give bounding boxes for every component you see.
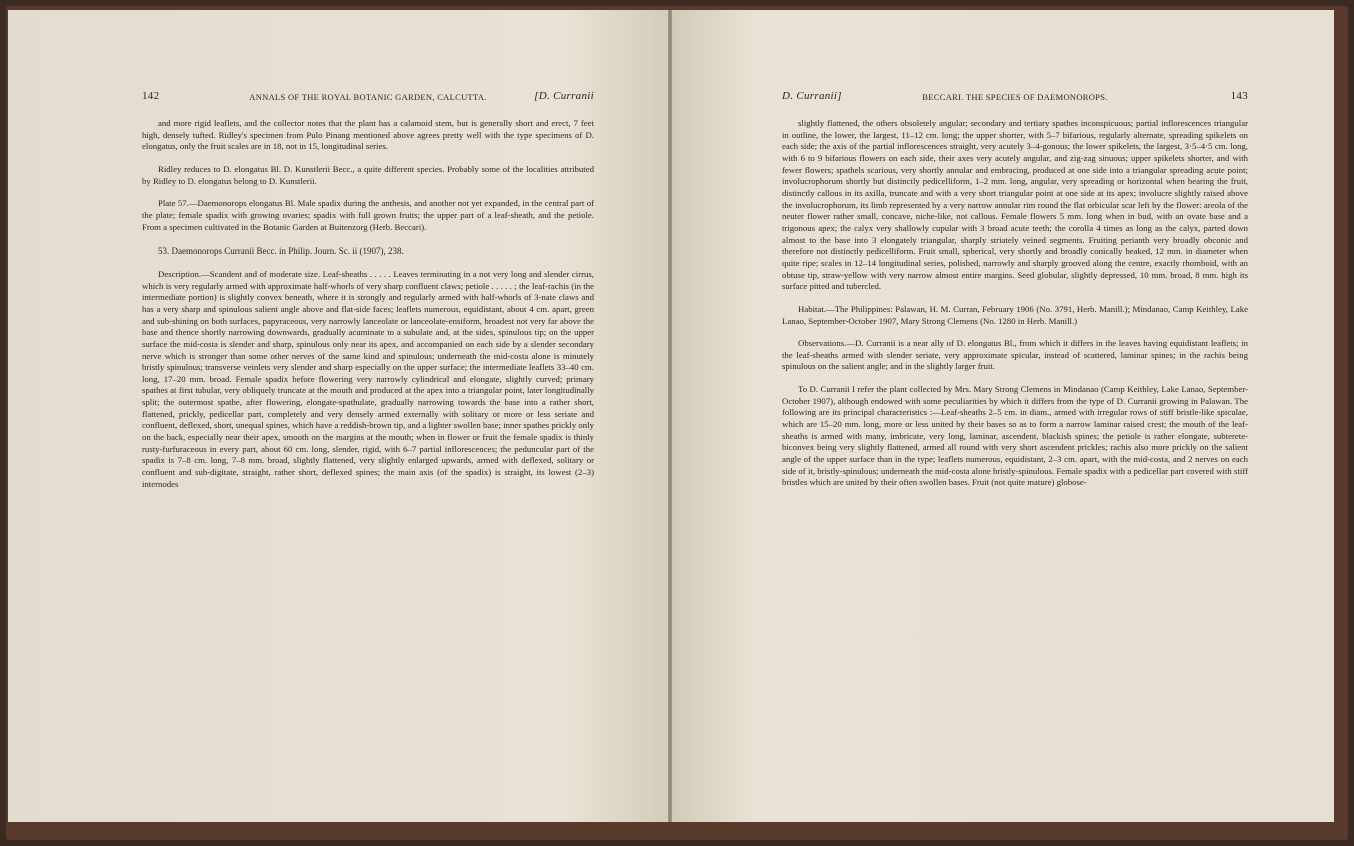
right-running-head <box>782 92 1248 108</box>
page-number: 142 <box>142 90 160 102</box>
right-page-content <box>782 92 1248 489</box>
left-page <box>8 10 668 822</box>
left-running-head <box>142 92 594 108</box>
description-paragraph: Description.—Scandent and of moderate size. Leaf-sheaths . . . . . Leaves terminating in a not very long and slender cirrus, which is very regularly armed with approximate half-whorls of very sharp confluent claws; petiole . . . . . ; the leaf-rachis (in the intermediate portion) is slightly convex beneath, where it is strongly and regularly armed with half-whorls of 3-nate claws and has a very sharp and spinulous salient angle above and flat-side faces; leaflets numerous, equidistant, about 4 cm. apart, green and sub-shining on both surfaces, papyraceous, very narrowly lanceolate or lanceolate-ensiform, broadest not very far above the base and thence shortly narrowing downwards, gradually acuminate to a subulate and, at the sides, spinulous tip; on the upper surface the mid-costa is slender and sharp, spinulous only near its apex, and accompanied on each side by a slender secondary nerve which is stronger than some other nerves of the same kind and spinulous; underneath the mid-costa alone is minutely bristly spinulous; transverse veinlets very slender and sharp especially on the upper surface; the intermediate leaflets 33–40 cm. long, 17–20 mm. broad. Female spadix before flowering very narrowly cylindrical and elongate, slightly curved; primary spathes at first tubular, very obliquely truncate at the mouth and produced at the apex into a triangular point, later longitudinally split; the outermost spathe, after flowering, elongate-spathulate, gradually narrowing towards the base into a rather short, flattened, prickly, pedicellar part, completely and very densely armed externally with solitary or more or less seriate and confluent, deflexed, short, unequal spines, which have a reddish-brown tip, and a lighter swollen base; inner spathes prickly only on the back, especially near their apex, smooth on the margins at the mouth; when in flower or fruit the female spadix is thinly rusty-furfuraceous in every part, about 60 cm. long, slender, rigid, with 6–7 partial inflorescences; the peduncular part of the spadix is 7–8 cm. long, 7–8 mm. broad, slightly flattened, very slightly enlarged upwards, armed with deflexed, solitary or confluent and sub-digitate, straight, rather short, deflexed spines; the main axis (of the spadix) is straight, its lowest (2–3) internodes <box>142 268 594 489</box>
section-tag: [D. Curranii <box>534 90 594 102</box>
plate-caption: Plate 57.—Daemonorops elongatus Bl. Male spadix during the anthesis, and another not yet expanded, in the central part of the plate; female spadix with growing ovaries; spadix with full grown fruits; the upper part of a leaf-sheath, and the petiole. From a specimen cultivated in the Botanic Garden at Buitenzorg (Herb. Beccari). <box>142 198 594 232</box>
page-number: 143 <box>1230 90 1248 102</box>
species-heading: 53. Daemonorops Curranii Becc. in Philip. Journ. Sc. ii (1907), 238. <box>158 246 404 257</box>
paragraph: and more rigid leaflets, and the collector notes that the plant has a calamoid stem, but is generally short and erect, 7 feet high, densely tufted. Ridley's specimen from Pulo Pinang mentioned above agrees pretty well with the type specimens of D. elongatus, only the fruit scales are in 18, not in 15, longitudinal series. <box>142 118 594 152</box>
paragraph: To D. Curranii I refer the plant collected by Mrs. Mary Strong Clemens in Mindanao (Camp Keithley, Lake Lanao, September-October 1907), although endowed with some peculiarities by which it differs from the type of D. Curranii growing in Palawan. The following are its principal characteristics :—Leaf-sheaths 2–5 cm. in diam., armed with irregular rows of stiff bristle-like spiculae, which are 15–20 mm. long, more or less united by their bases so as to form a narrow laminar raised crest; the mouth of the leaf-sheaths is armed with many, imbricate, very long, laminar, ascendent, blackish spines; the petiole is rather elongate, subterete-biconvex being very slightly flattened, armed all round with very short ascendent prickles; rachis also more prickly on the salient angle of the upper surface than in the type; leaflets numerous, equidistant, 2–3 cm. apart, with the mid-costa, and 2 nerves on each side of it, bristly-spinulous; underneath the mid-costa alone bristly-spinulous. Female spadix with a pedicellar part covered with stiff bristles which are united by their often swollen bases. Fruit (not quite mature) globose- <box>782 384 1248 488</box>
observations-paragraph: Observations.—D. Curranii is a near ally of D. elongatus Bl., from which it differs in the leaves having equidistant leaflets; in the leaf-sheaths armed with slender seriate, very approximate spicular, instead of scattered, laminar spines; in the rachis being spinulous on the salient angle; and in the slightly larger fruit. <box>782 338 1248 372</box>
section-tag: D. Curranii] <box>782 90 842 102</box>
habitat-paragraph: Habitat.—The Philippines: Palawan, H. M. Curran, February 1906 (No. 3791, Herb. Manill.); Mindanao, Camp Keithley, Lake Lanao, September-October 1907, Mary Strong Clemens (No. 1280 in Herb. Manill.) <box>782 303 1248 326</box>
paragraph: slightly flattened, the others obsoletely angular; secondary and tertiary spathes inconspicuous; partial inflorescences triangular in outline, the lower, the largest, 11–12 cm. long; the upper shorter, with 5–7 bifarious, regularly alternate, spreading spikelets on each side; the axis of the partial inflorescences straight, very acutely 3–4-gonous; the lower spikelets, the largest, 3·5–4·5 cm. long, with 6 to 9 bifarious flowers on each side, their axes very acutely angular, and zig-zag sinuous; upper spikelets shorter, and with fewer flowers; spathels scarious, very shortly annular and embracing, produced at one side into a triangular spreading acute point; involucrophorum shortly but distinctly pedicelliform, 1–2 mm. long, angular, very spreading or horizontal when bearing the fruit, distinctly callous in its axilla, truncate and with a very short triangular point at one side at its apex; involucre slightly raised above the involucrophorum, its limb represented by a very narrow annular rim round the flat orbicular scar left by the flower: areola of the neuter flower rather small, concave, niche-like, not callous. Female flowers 5 mm. long when in bud, with an ovate base and a trigonous apex; the calyx very shallowly cupular with 3 broad acute teeth; the corolla 4 times as long as the calyx, parted down almost to the base into 3 elongately triangular, sharply striately veined segments. Fruiting perianth very broadly obconic and therefore not distinctly pedicelliform. Fruit small, spherical, very shortly and broadly conically beaked, 12 mm. in diameter when quite ripe; scales in 12–14 longitudinal series, polished, narrowly and sharply grooved along the centre, exactly rhomboid, with an obtuse tip, straw-yellow with very narrow almost entire margins. Seed globular, slightly depressed, 10 mm. broad, 8 mm. high its surface pitted and tubercled. <box>782 118 1248 292</box>
right-page <box>672 10 1334 822</box>
running-title: BECCARI. THE SPECIES OF DAEMONOROPS. <box>922 92 1108 102</box>
left-page-content <box>142 92 594 490</box>
running-title: ANNALS OF THE ROYAL BOTANIC GARDEN, CALCUTTA. <box>249 92 487 102</box>
paragraph: Ridley reduces to D. elongatus Bl. D. Kunstlerii Becc., a quite different species. Probably some of the localities attributed by Ridley to D. elongatus belong to D. Kunstlerii. <box>142 163 594 186</box>
